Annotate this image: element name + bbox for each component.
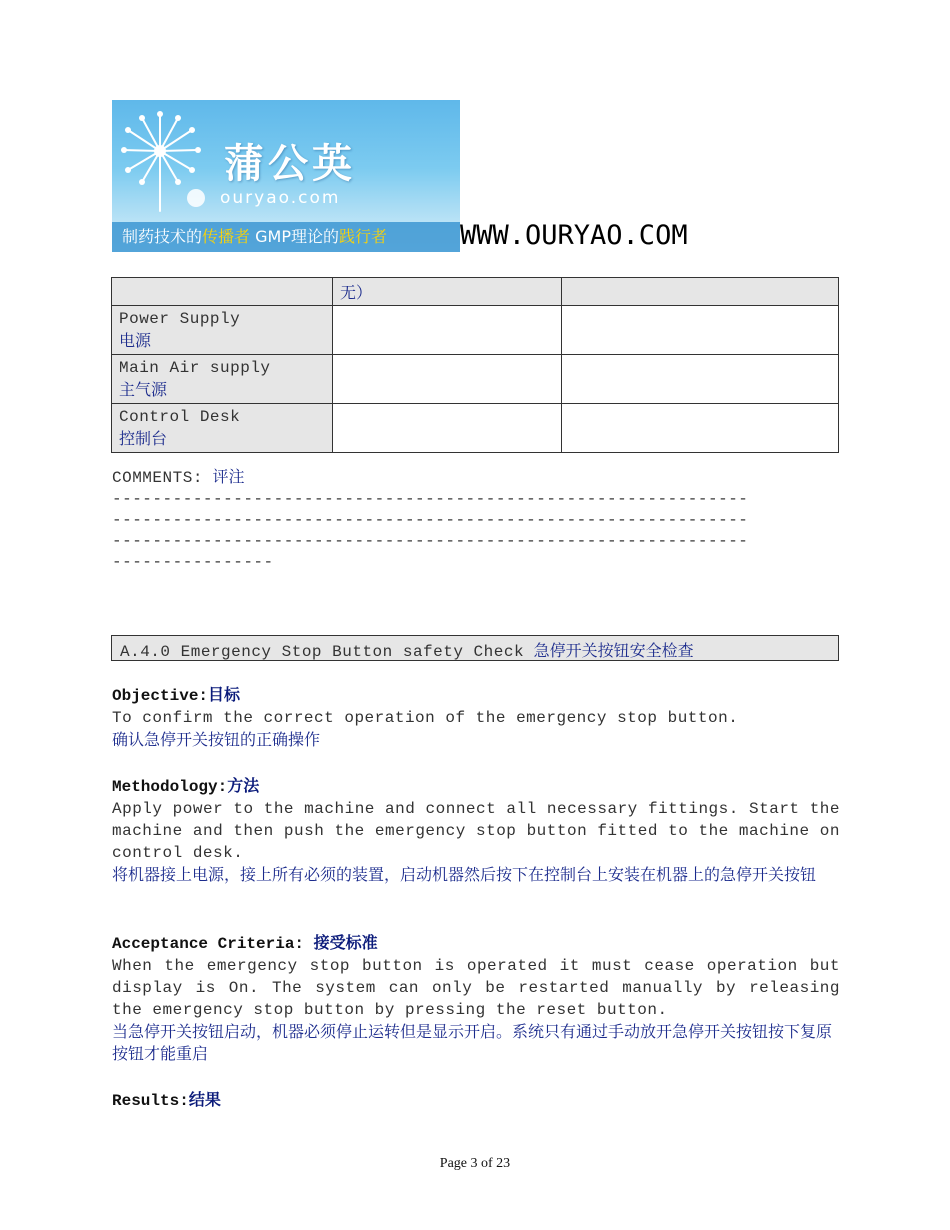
objective-heading (112, 684, 840, 707)
table-row (112, 355, 839, 404)
table-cell (333, 404, 562, 453)
results-label-en: Results: (112, 1092, 189, 1110)
table-cell (333, 278, 562, 306)
table-cell (333, 355, 562, 404)
comments-section (112, 466, 852, 573)
methodology-text-en: Apply power to the machine and connect all necessary fittings. Start the machine and then push the emergency stop button fitted to the machine on control desk. (112, 800, 840, 862)
row-label-cn: 控制台 (119, 429, 168, 448)
table-cell (112, 404, 333, 453)
table-cell (112, 355, 333, 404)
page-number: Page 3 of 23 (439, 1156, 511, 1171)
table-row (112, 278, 839, 306)
methodology-block (112, 775, 840, 886)
section-heading (111, 635, 839, 661)
results-block (112, 1089, 840, 1112)
methodology-text-cn: 将机器接上电源，接上所有必须的装置，启动机器然后按下在控制台上安装在机器上的急停开关按钮 (112, 865, 817, 884)
objective-block (112, 684, 840, 751)
comments-label-en: COMMENTS: (112, 469, 203, 487)
comments-rule: ---------------- (112, 553, 274, 571)
equipment-table (111, 277, 839, 453)
acceptance-text-en: When the emergency stop button is operated it must cease operation but display is On. The system can only be restarted manually by releasing the emergency stop button by pressing the reset button. (112, 957, 840, 1019)
tagline-highlight: 践行者 (338, 227, 387, 246)
objective-text-cn: 确认急停开关按钮的正确操作 (112, 730, 321, 749)
table-cell (562, 404, 839, 453)
table-cell (112, 306, 333, 355)
methodology-label-en: Methodology: (112, 778, 228, 796)
row-label-cn: 主气源 (119, 380, 168, 399)
objective-label-cn: 目标 (208, 685, 241, 704)
acceptance-label-cn: 接受标准 (313, 933, 378, 952)
acceptance-block (112, 932, 840, 1065)
methodology-heading (112, 775, 840, 798)
results-label-cn: 结果 (188, 1090, 221, 1109)
section-title-en: A.4.0 Emergency Stop Button safety Check (120, 643, 525, 661)
comments-rule: --------------------------------------------------------------- (112, 532, 749, 550)
table-row (112, 404, 839, 453)
table-cell (333, 306, 562, 355)
acceptance-heading (112, 932, 840, 955)
acceptance-text-cn: 当急停开关按钮启动，机器必须停止运转但是显示开启。系统只有通过手动放开急停开关按钮按下复原按钮才能重启 (112, 1022, 833, 1063)
section-title-cn: 急停开关按钮安全检查 (533, 641, 694, 660)
acceptance-label-en: Acceptance Criteria: (112, 935, 305, 953)
comments-label-cn: 评注 (212, 467, 245, 486)
table-cell (562, 355, 839, 404)
objective-label-en: Objective: (112, 687, 209, 705)
table-cell (112, 278, 333, 306)
table-cell (562, 306, 839, 355)
methodology-label-cn: 方法 (227, 776, 260, 795)
tagline-part: 制药技术的 (122, 227, 203, 246)
row-label-cn: 电源 (119, 331, 152, 350)
row-label-en: Main Air supply (119, 359, 271, 377)
results-heading (112, 1089, 840, 1112)
logo-brand-url: ouryao.com (220, 188, 341, 208)
tagline-highlight: 传播者 (202, 227, 251, 246)
row-label-en: Control Desk (119, 408, 241, 426)
row-label-en: Power Supply (119, 310, 241, 328)
ouryao-logo (112, 100, 460, 252)
table-cell (562, 278, 839, 306)
tagline-part: GMP理论的 (250, 227, 339, 246)
objective-text-en: To confirm the correct operation of the emergency stop button. (112, 709, 739, 727)
comments-rule: --------------------------------------------------------------- (112, 490, 749, 508)
logo-brand-cn: 蒲公英 (224, 140, 356, 187)
comments-rule: --------------------------------------------------------------- (112, 511, 749, 529)
comments-heading (112, 466, 852, 489)
site-url: WWW.OURYAO.COM (460, 220, 688, 251)
table-row (112, 306, 839, 355)
table-cell-text: 无） (340, 283, 373, 302)
logo-tagline (112, 222, 460, 252)
dandelion-icon (120, 106, 210, 216)
